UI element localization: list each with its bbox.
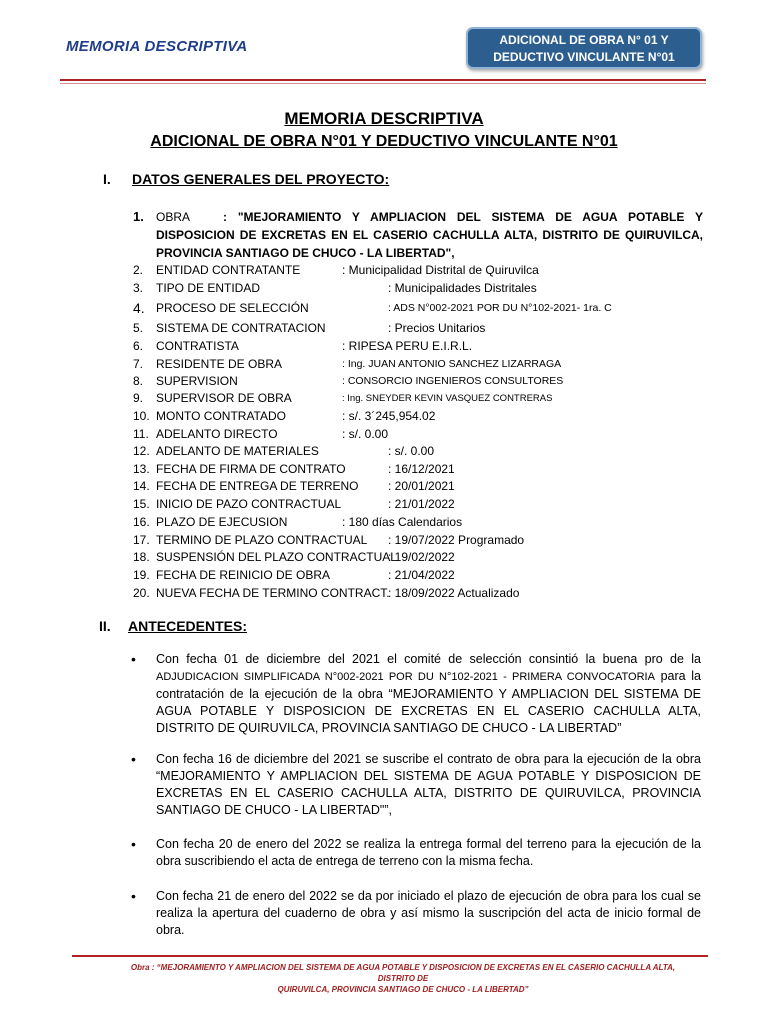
item-label: INICIO DE PAZO CONTRACTUAL bbox=[156, 497, 342, 511]
page-subtitle: ADICIONAL DE OBRA N°01 Y DEDUCTIVO VINCULANTE N°01 bbox=[150, 133, 618, 150]
header-badge bbox=[466, 27, 702, 69]
item-number: 17. bbox=[133, 533, 150, 547]
item-number: 3. bbox=[133, 281, 144, 295]
item-number: 13. bbox=[133, 462, 150, 476]
item-label: SUPERVISION bbox=[156, 374, 238, 388]
item-number: 20. bbox=[133, 586, 150, 600]
item-label: ADELANTO DE MATERIALES bbox=[156, 444, 319, 458]
item-label: FECHA DE FIRMA DE CONTRATO bbox=[156, 462, 346, 476]
item-label: CONTRATISTA bbox=[156, 339, 239, 353]
footer-line-1: Obra : “MEJORAMIENTO Y AMPLIACION DEL SISTEMA DE AGUA POTABLE Y DISPOSICION DE EXCRETAS EN EL CASERIO CACHULLA ALTA, DISTRITO DE bbox=[130, 963, 676, 983]
list-item-antecedente: Con fecha 21 de enero del 2022 se da por iniciado el plazo de ejecución de obra para los cual se realiza la apertura del cuaderno de obra y así mismo la suscripción del acta de inicio formal de obra. bbox=[156, 889, 701, 937]
item-value: : s/. 0.00 bbox=[388, 444, 435, 458]
badge-line-1: ADICIONAL DE OBRA N° 01 Y bbox=[499, 33, 669, 47]
item-label: PROCESO DE SELECCIÓN bbox=[156, 301, 309, 315]
item-value: : 16/12/2021 bbox=[388, 462, 455, 476]
item-number: 6. bbox=[133, 339, 144, 353]
bullet-icon: • bbox=[131, 836, 136, 852]
item-value: : 19/02/2022 bbox=[388, 550, 455, 564]
item-number: 19. bbox=[133, 568, 150, 582]
item-label: MONTO CONTRATADO bbox=[156, 409, 286, 423]
item-label: PLAZO DE EJECUSION bbox=[156, 515, 288, 529]
section-title: ANTECEDENTES: bbox=[128, 618, 248, 634]
footer-line-2: QUIRUVILCA, PROVINCIA SANTIAGO DE CHUCO - LA LIBERTAD” bbox=[277, 985, 529, 994]
item-value: : 21/04/2022 bbox=[388, 568, 455, 582]
badge-line-2: DEDUCTIVO VINCULANTE N°01 bbox=[493, 50, 675, 64]
antecedente-text: para la contratación de la ejecución de la obra “MEJORAMIENTO Y AMPLIACION DEL SISTEMA DE AGUA POTABLE Y DISPOSICION DE EXCRETAS EN EL CASERIO CACHULLA ALTA, DISTRITO DE QUIRUVILCA, PROVINCIA SANTIAGO DE CHUCO - LA LIBERTAD” bbox=[156, 669, 701, 735]
item-value: : Municipalidad Distrital de Quiruvilca bbox=[342, 263, 539, 277]
item-label: NUEVA FECHA DE TERMINO CONTRACT. bbox=[156, 586, 390, 600]
bullet-icon: • bbox=[131, 651, 136, 667]
item-number: 10. bbox=[133, 409, 150, 423]
item-label: SUPERVISOR DE OBRA bbox=[156, 391, 292, 405]
item-value: : 20/01/2021 bbox=[388, 479, 455, 493]
item-label: RESIDENTE DE OBRA bbox=[156, 357, 283, 371]
item-label: FECHA DE ENTREGA DE TERRENO bbox=[156, 479, 359, 493]
item-label: SISTEMA DE CONTRATACION bbox=[156, 321, 326, 335]
item-value: : Ing. JUAN ANTONIO SANCHEZ LIZARRAGA bbox=[342, 358, 562, 370]
item-value: : 18/09/2022 Actualizado bbox=[388, 586, 520, 600]
item-value: : CONSORCIO INGENIEROS CONSULTORES bbox=[342, 375, 564, 387]
item-number: 16. bbox=[133, 515, 150, 529]
item-number: 5. bbox=[133, 321, 144, 335]
item-value: : 19/07/2022 Programado bbox=[388, 533, 525, 547]
item-number: 14. bbox=[133, 479, 150, 493]
item-label: SUSPENSIÓN DEL PLAZO CONTRACTUAL bbox=[156, 550, 397, 564]
item-number: 1. bbox=[133, 209, 144, 224]
list-item-antecedente: Con fecha 20 de enero del 2022 se realiza la entrega formal del terreno para la ejecución de la obra suscribiendo el acta de entrega de terreno con la misma fecha. bbox=[156, 837, 701, 868]
page-title: MEMORIA DESCRIPTIVA bbox=[284, 109, 484, 128]
item-number: 7. bbox=[133, 357, 144, 371]
item-value: : 180 días Calendarios bbox=[342, 515, 463, 529]
item-number: 9. bbox=[133, 391, 144, 405]
bullet-icon: • bbox=[131, 888, 136, 904]
antecedente-text: Con fecha 01 de diciembre del 2021 el comité de selección consintió la buena pro de la bbox=[156, 652, 701, 666]
footer bbox=[120, 962, 686, 995]
item-value: : Ing. SNEYDER KEVIN VASQUEZ CONTRERAS bbox=[342, 393, 553, 404]
list-item-obra bbox=[133, 208, 703, 262]
header-title: MEMORIA DESCRIPTIVA bbox=[66, 38, 248, 55]
footer-divider bbox=[72, 955, 708, 957]
item-number: 2. bbox=[133, 263, 144, 277]
item-label: TERMINO DE PLAZO CONTRACTUAL bbox=[156, 533, 368, 547]
item-label: ENTIDAD CONTRATANTE bbox=[156, 263, 301, 277]
item-number: 18. bbox=[133, 550, 150, 564]
item-value: : RIPESA PERU E.I.R.L. bbox=[342, 339, 473, 353]
item-value: : Precios Unitarios bbox=[388, 321, 486, 335]
item-label: TIPO DE ENTIDAD bbox=[156, 281, 261, 295]
item-label: ADELANTO DIRECTO bbox=[156, 427, 278, 441]
section-number: II. bbox=[99, 618, 111, 634]
item-number: 4. bbox=[133, 300, 145, 316]
item-number: 12. bbox=[133, 444, 150, 458]
item-value: : "MEJORAMIENTO Y AMPLIACION DEL SISTEMA DE AGUA POTABLE Y DISPOSICION DE EXCRETAS EN EL CASERIO CACHULLA ALTA, DISTRITO DE QUIRUVILCA, PROVINCIA SANTIAGO DE CHUCO - LA LIBERTAD", bbox=[156, 210, 703, 260]
item-value: : Municipalidades Distritales bbox=[388, 281, 537, 295]
list-item-antecedente bbox=[156, 651, 701, 737]
item-label: OBRA bbox=[156, 210, 191, 224]
item-number: 15. bbox=[133, 497, 150, 511]
header-divider bbox=[60, 79, 706, 81]
item-label: FECHA DE REINICIO DE OBRA bbox=[156, 568, 331, 582]
item-value: : s/. 0.00 bbox=[342, 427, 389, 441]
header-divider-thin bbox=[60, 83, 706, 84]
section-title: DATOS GENERALES DEL PROYECTO: bbox=[132, 171, 390, 187]
item-value: : ADS N°002-2021 POR DU N°102-2021- 1ra. C bbox=[388, 302, 612, 314]
item-value: : s/. 3´245,954.02 bbox=[342, 409, 436, 423]
list-item-antecedente: Con fecha 16 de diciembre del 2021 se suscribe el contrato de obra para la ejecución de la obra “MEJORAMIENTO Y AMPLIACION DEL SISTEMA DE AGUA POTABLE Y DISPOSICION DE EXCRETAS EN EL CASERIO CACHULLA ALTA, DISTRITO DE QUIRUVILCA, PROVINCIA SANTIAGO DE CHUCO - LA LIBERTAD"”, bbox=[156, 752, 701, 817]
antecedente-text: ADJUDICACION SIMPLIFICADA N°002-2021 POR DU N°102-2021 - PRIMERA CONVOCATORIA bbox=[156, 671, 655, 683]
item-number: 8. bbox=[133, 374, 144, 388]
item-number: 11. bbox=[133, 427, 149, 441]
bullet-icon: • bbox=[131, 751, 136, 767]
section-number: I. bbox=[103, 171, 111, 187]
item-value: : 21/01/2022 bbox=[388, 497, 455, 511]
